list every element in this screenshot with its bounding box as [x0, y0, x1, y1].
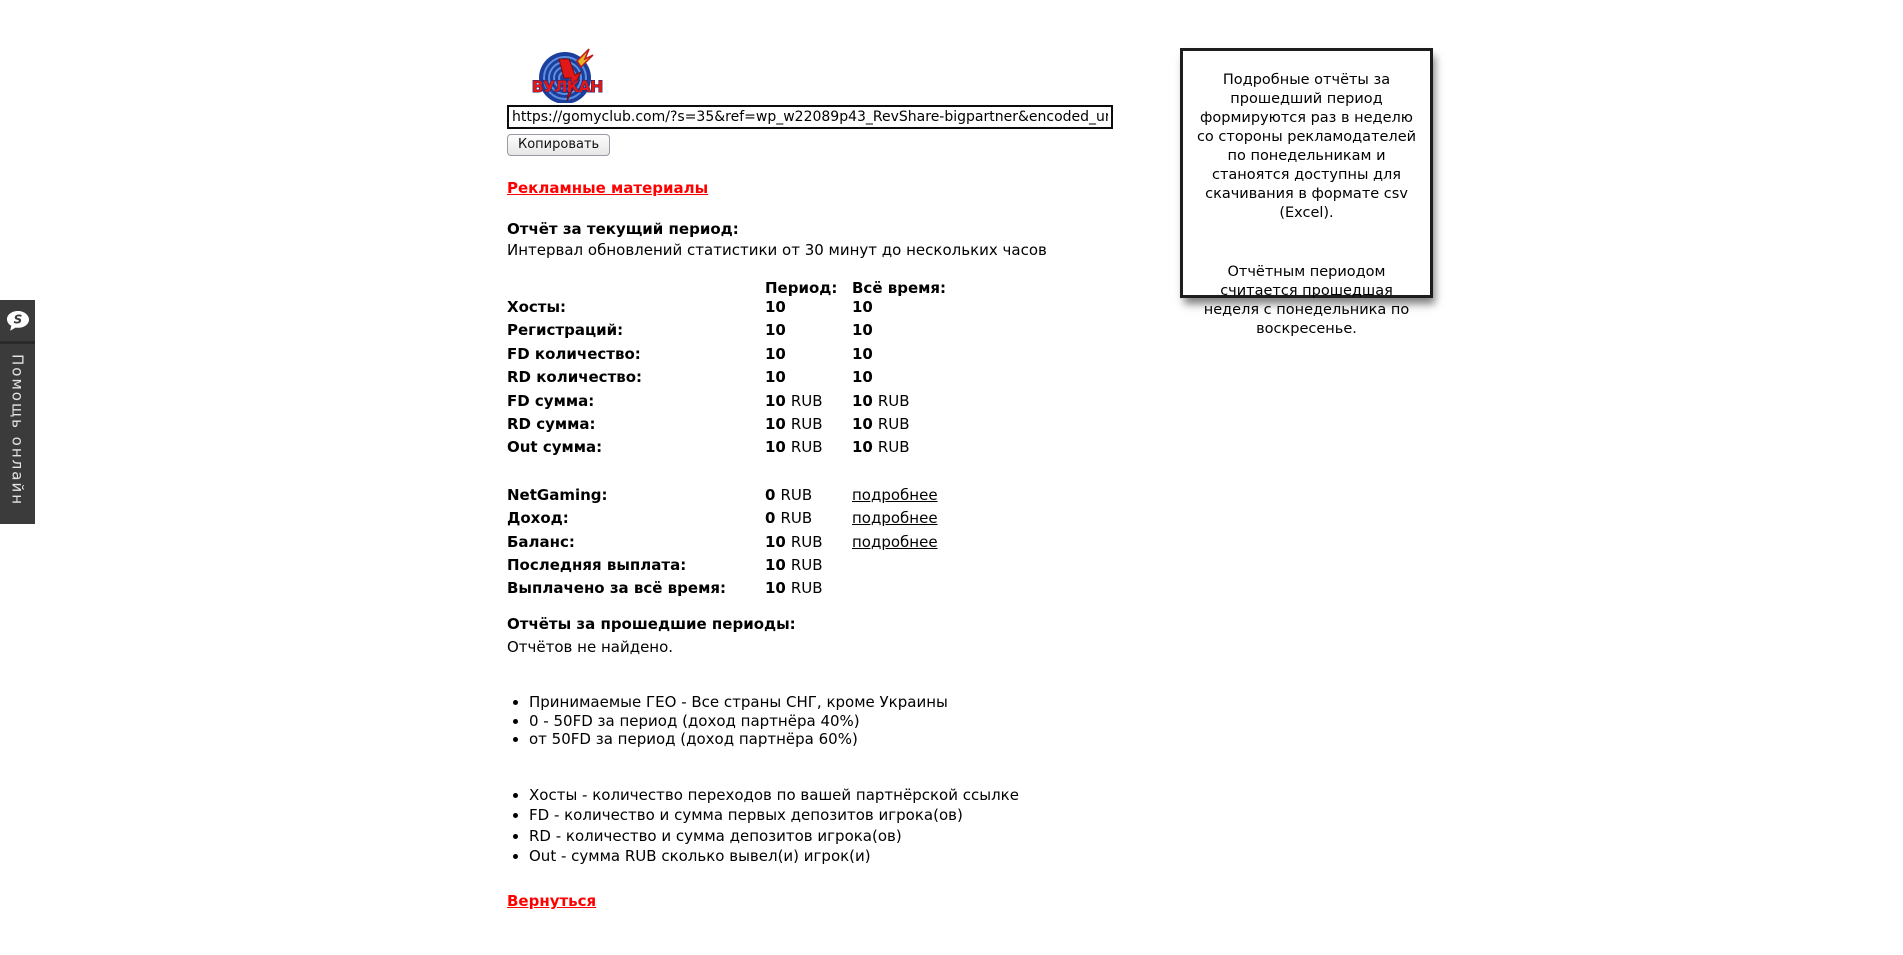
table-row [507, 296, 1147, 319]
balance-label: NetGaming: [507, 485, 608, 504]
stat-period-value: 10 [765, 298, 786, 316]
back-link[interactable]: Вернуться [507, 892, 597, 911]
copy-button[interactable]: Копировать [507, 134, 610, 156]
stat-label: Out сумма: [507, 438, 603, 457]
stat-alltime-value: 10 [852, 368, 873, 387]
details-link[interactable]: подробнее [852, 532, 938, 551]
svg-text:S: S [13, 312, 22, 326]
table-row [507, 413, 1147, 436]
past-reports-empty: Отчётов не найдено. [507, 637, 674, 656]
details-link[interactable]: подробнее [852, 509, 938, 528]
stats-table [507, 280, 1147, 460]
list-item: • FD - количество и сумма первых депозитов игрока(ов) [529, 805, 1147, 825]
table-row [507, 484, 1147, 507]
table-row [507, 554, 1147, 577]
stat-period-value: 10 [765, 344, 786, 363]
stat-label: Регистраций: [507, 321, 624, 340]
list-item: • Хосты - количество переходов по вашей партнёрской ссылке [529, 785, 1147, 805]
stat-alltime-value: 10 RUB [852, 415, 910, 434]
balance-label: Доход: [507, 509, 569, 528]
help-tab-label: Помощь онлайн [8, 354, 27, 507]
stat-alltime-value: 10 [852, 321, 873, 340]
stat-period-value: 10 RUB [765, 391, 823, 410]
table-row [507, 577, 1147, 600]
stat-alltime-value: 10 [852, 298, 873, 316]
balance-value: 0 RUB [765, 509, 813, 528]
balance-value: 0 RUB [765, 485, 813, 504]
terms-list [507, 693, 1147, 749]
help-online-tab[interactable] [0, 300, 35, 524]
svg-text:ВУЛКАН: ВУЛКАН [531, 77, 603, 96]
table-row [507, 343, 1147, 366]
balance-value: 10 RUB [765, 579, 823, 598]
list-item: • 0 - 50FD за период (доход партнёра 40%) [529, 712, 1147, 731]
current-period-title: Отчёт за текущий период: [507, 220, 739, 238]
balance-value: 10 RUB [765, 556, 823, 575]
balance-value: 10 RUB [765, 532, 823, 551]
stat-alltime-value: 10 [852, 344, 873, 363]
list-item: • Принимаемые ГЕО - Все страны СНГ, кроме Украины [529, 693, 1147, 712]
balance-label: Последняя выплата: [507, 556, 687, 575]
weekly-reports-info-box [1180, 48, 1433, 337]
table-row [507, 436, 1147, 459]
stat-label: Хосты: [507, 298, 567, 316]
promo-materials-link[interactable]: Рекламные материалы [507, 179, 709, 197]
chat-bubble-icon [0, 300, 35, 344]
table-row [507, 366, 1147, 389]
stat-period-value: 10 [765, 321, 786, 340]
stat-label: RD количество: [507, 368, 643, 387]
main-content [507, 0, 1147, 910]
list-item: • от 50FD за период (доход партнёра 60%) [529, 730, 1147, 749]
referral-url-input[interactable] [507, 105, 1113, 129]
info-paragraph: Подробные отчёты за прошедший период формируются раз в неделю со стороны рекламодателей по понедельникам и станоятся доступны для скачивания в формате csv (Excel). [1196, 72, 1417, 221]
past-reports-title: Отчёты за прошедшие периоды: [507, 614, 796, 633]
table-row [507, 390, 1147, 413]
details-link[interactable]: подробнее [852, 485, 938, 504]
table-row [507, 531, 1147, 554]
stat-period-value: 10 [765, 368, 786, 387]
stat-period-value: 10 RUB [765, 415, 823, 434]
glossary-list [507, 785, 1147, 866]
stat-alltime-value: 10 RUB [852, 391, 910, 410]
stat-alltime-value: 10 RUB [852, 438, 910, 457]
column-header-period: Период: [765, 279, 838, 297]
stat-label: FD количество: [507, 344, 641, 363]
list-item: • Out - сумма RUB сколько вывел(и) игрок(и) [529, 846, 1147, 866]
balance-label: Выплачено за всё время: [507, 579, 726, 598]
table-row [507, 507, 1147, 530]
list-item: • RD - количество и сумма депозитов игрока(ов) [529, 826, 1147, 846]
vulkan-logo [531, 45, 603, 103]
stat-label: FD сумма: [507, 391, 595, 410]
update-interval-note: Интервал обновлений статистики от 30 минут до нескольких часов [507, 241, 1047, 259]
stat-period-value: 10 RUB [765, 438, 823, 457]
stats-header-row [507, 280, 1147, 296]
stat-label: RD сумма: [507, 415, 596, 434]
column-header-all-time: Всё время: [852, 279, 947, 297]
table-row [507, 319, 1147, 342]
info-paragraph: Отчётным периодом считается прошедшая неделя с понедельника по воскресенье. [1203, 264, 1410, 337]
balance-label: Баланс: [507, 532, 575, 551]
balance-block [507, 484, 1147, 601]
